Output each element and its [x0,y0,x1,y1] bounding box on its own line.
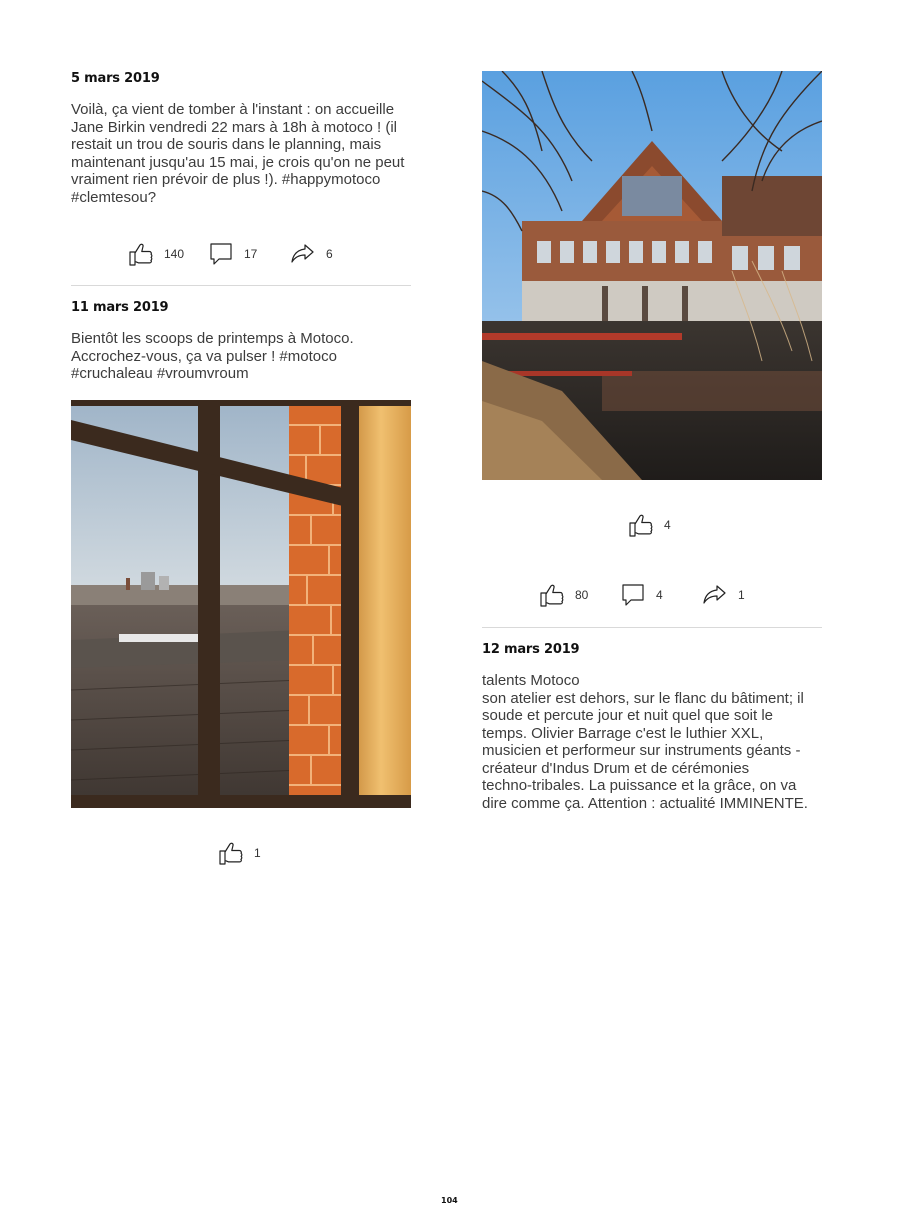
window-photo [71,400,411,808]
speech-bubble-icon [208,241,234,267]
like-counter[interactable] [128,240,184,268]
share-counter[interactable] [702,581,745,609]
share-count: 1 [738,588,745,602]
thumbs-up-icon [628,512,654,538]
post-text: Bientôt les scoops de printemps à Motoco. Accrochez-vous, ça va pulser ! #motoco #cruchaleau #vroumvroum [71,330,354,382]
photo-like-counter[interactable] [218,839,261,867]
comment-count: 4 [656,588,663,602]
like-count: 80 [575,588,589,602]
share-counter[interactable] [290,240,333,268]
comment-count: 17 [244,247,258,261]
like-counter[interactable] [539,581,588,609]
share-arrow-icon [290,241,316,267]
share-arrow-icon [702,582,728,608]
comment-counter[interactable] [208,240,257,268]
thumbs-up-icon [128,241,154,267]
speech-bubble-icon [620,582,646,608]
post-text: Voilà, ça vient de tomber à l'instant : on accueille Jane Birkin vendredi 22 mars à 18h à motoco ! (il restait un trou de souris dans le planning, mais maintenant jusqu'au 15 mai, je crois qu'on ne peut vraiment rien prévoir de plus !). #happymotoco #clemtesou? [71,101,405,206]
like-count: 140 [164,247,185,261]
thumbs-up-icon [539,582,565,608]
post-date: 11 mars 2019 [71,300,169,315]
page-number: 104 [441,1196,458,1205]
like-count: 1 [254,846,261,860]
post-text: talents Motoco son atelier est dehors, sur le flanc du bâtiment; il soude et percute jour et nuit quel que soit le temps. Olivier Barrage c'est le luthier XXL, musicien et performeur sur instruments géants - créateur d'Indus Drum et de cérémonies techno-tribales. La puissance et la grâce, on va dire comme ça. Attention : actualité IMMINENTE. [482,672,808,812]
like-count: 4 [664,518,671,532]
post-date: 12 mars 2019 [482,642,580,657]
photo-like-counter[interactable] [628,511,671,539]
share-count: 6 [326,247,333,261]
building-photo [482,71,822,480]
comment-counter[interactable] [620,581,663,609]
post-date: 5 mars 2019 [71,71,160,86]
thumbs-up-icon [218,840,244,866]
divider [71,285,411,286]
divider [482,627,822,628]
